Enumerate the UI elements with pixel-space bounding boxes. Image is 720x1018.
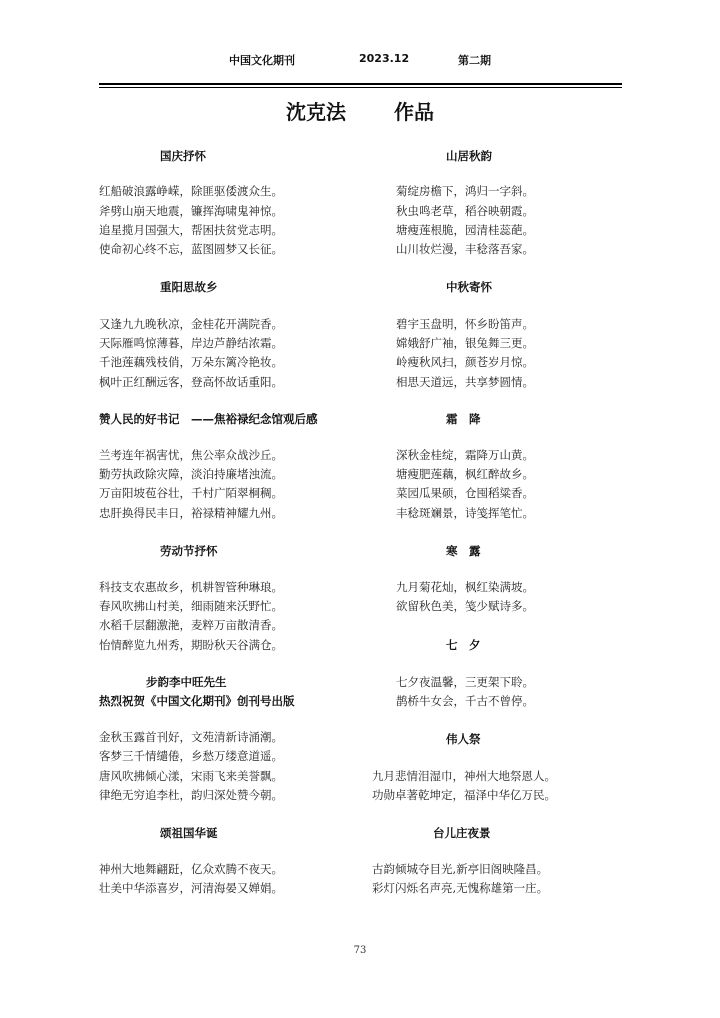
- issue-number: 第二期: [458, 54, 491, 67]
- header-rule-thick: [99, 83, 622, 85]
- poem-line: 嫦娥舒广袖，银兔舞三更。: [396, 336, 534, 350]
- poem-title: 伟人祭: [446, 732, 481, 746]
- poem-line: 勤劳执政除灾障，淡泊持廉堵浊流。: [99, 467, 283, 481]
- poem-line: 相思天道远，共享梦圆情。: [396, 375, 534, 389]
- journal-name: 中国文化期刊: [229, 54, 295, 67]
- poem-line: 山川妆烂漫，丰稔落吾家。: [396, 242, 534, 256]
- poem-line: 神州大地舞翩跹，亿众欢腾不夜天。: [99, 862, 283, 876]
- poem-line: 秋虫鸣老草，稻谷映朝霞。: [396, 204, 534, 218]
- poem-title: 台儿庄夜景: [433, 826, 491, 840]
- poem-line: 追星揽月国强大，帮困扶贫党志明。: [99, 223, 283, 237]
- poem-title: 中秋寄怀: [446, 280, 492, 294]
- poem-line: 彩灯闪烁名声亮,无愧称雄第一庄。: [372, 881, 549, 895]
- poem-line: 唐风吹拂倾心漾，宋雨飞来美誉飘。: [99, 769, 283, 783]
- poem-line: 千池莲藕残枝俏，万朵东篱冷艳妆。: [99, 355, 283, 369]
- poem-title: 寒 露: [446, 544, 481, 558]
- poem-line: 科技支农惠故乡，机耕智管种琳琅。: [99, 580, 283, 594]
- poem-line: 红船破浪露峥嵘，除匪驱倭渡众生。: [99, 184, 283, 198]
- poem-line: 功勋卓著乾坤定，福泽中华亿万民。: [372, 788, 556, 802]
- poem-line: 欲留秋色美，笺少赋诗多。: [396, 599, 534, 613]
- poem-line: 菜园瓜果硕，仓囤稻粱香。: [396, 486, 534, 500]
- page-title: [0, 96, 720, 125]
- poem-title: 重阳思故乡: [160, 280, 218, 294]
- poem-title: 山居秋韵: [446, 149, 492, 163]
- poem-line: 客梦三千情缱倦，乡愁万缕意道遥。: [99, 749, 283, 763]
- poem-line: 又逢九九晚秋凉，金桂花开满院香。: [99, 317, 283, 331]
- header-rule-thin: [99, 87, 622, 88]
- poem-line: 使命初心终不忘，蓝图圆梦又长征。: [99, 242, 283, 256]
- poem-line: 七夕夜温馨，三更架下聆。: [396, 675, 534, 689]
- poem-line: 春风吹拂山村美，细雨随来沃野忙。: [99, 599, 283, 613]
- poem-subtitle: 热烈祝贺《中国文化期刊》创刊号出版: [99, 694, 295, 708]
- poem-title: 步韵李中旺先生: [146, 675, 227, 689]
- poem-title: 劳动节抒怀: [160, 544, 218, 558]
- poem-line: 忠肝换得民丰日，裕禄精神耀九州。: [99, 506, 283, 520]
- poem-line: 塘瘦莲根脆，园清桂蕊葩。: [396, 223, 534, 237]
- poem-line: 鹊桥牛女会，千古不曾停。: [396, 694, 534, 708]
- poem-line: 兰考连年祸害忧，焦公率众战沙丘。: [99, 448, 283, 462]
- poem-title: 颂祖国华诞: [160, 826, 218, 840]
- issue-date: 2023.12: [359, 52, 410, 65]
- poem-line: 壮美中华添喜岁，河清海晏又婵娟。: [99, 881, 283, 895]
- author-name: 沈克法: [286, 100, 347, 124]
- poem-line: 万亩阳坡苞谷壮，千村广陌翠桐稠。: [99, 486, 283, 500]
- poem-line: 怡情醉览九州秀，期盼秋天谷满仓。: [99, 638, 283, 652]
- poem-line: 岭瘦秋风扫，颜苍岁月惊。: [396, 355, 534, 369]
- poem-title: 霜 降: [446, 412, 481, 426]
- works-label: 作品: [393, 100, 434, 124]
- poem-title: 七 夕: [446, 638, 481, 652]
- poem-line: 水稻千层翻激滟，麦粹万亩散清香。: [99, 618, 283, 632]
- poem-line: 塘瘦肥莲藕，枫红醉故乡。: [396, 467, 534, 481]
- poem-line: 律绝无穷追李杜，韵归深处赞今朝。: [99, 788, 283, 802]
- poem-line: 天际雁鸣惊薄暮，岸边芦静结浓霜。: [99, 336, 283, 350]
- poem-line: 九月悲情泪湿巾，神州大地祭恩人。: [372, 769, 556, 783]
- poem-title: 赞人民的好书记 ——焦裕禄纪念馆观后感: [99, 412, 318, 426]
- poem-line: 九月菊花灿，枫红染满坡。: [396, 580, 534, 594]
- poem-line: 碧宇玉盘明，怀乡盼笛声。: [396, 317, 534, 331]
- poem-line: 深秋金桂绽，霜降万山黄。: [396, 448, 534, 462]
- poem-line: 斧劈山崩天地震，镰挥海啸鬼神惊。: [99, 204, 283, 218]
- page-number: 73: [353, 945, 367, 956]
- poem-title: 国庆抒怀: [160, 149, 206, 163]
- poem-line: 枫叶正红酬远客，登高怀故话重阳。: [99, 375, 283, 389]
- poem-line: 丰稔斑斓景，诗笺挥笔忙。: [396, 506, 534, 520]
- poem-line: 古韵倾城夺目光,新亭旧阁映隆昌。: [372, 862, 549, 876]
- poem-line: 菊绽房檐下，鸿归一字斜。: [396, 184, 534, 198]
- poem-line: 金秋玉露首刊好，文苑清新诗涌潮。: [99, 730, 283, 744]
